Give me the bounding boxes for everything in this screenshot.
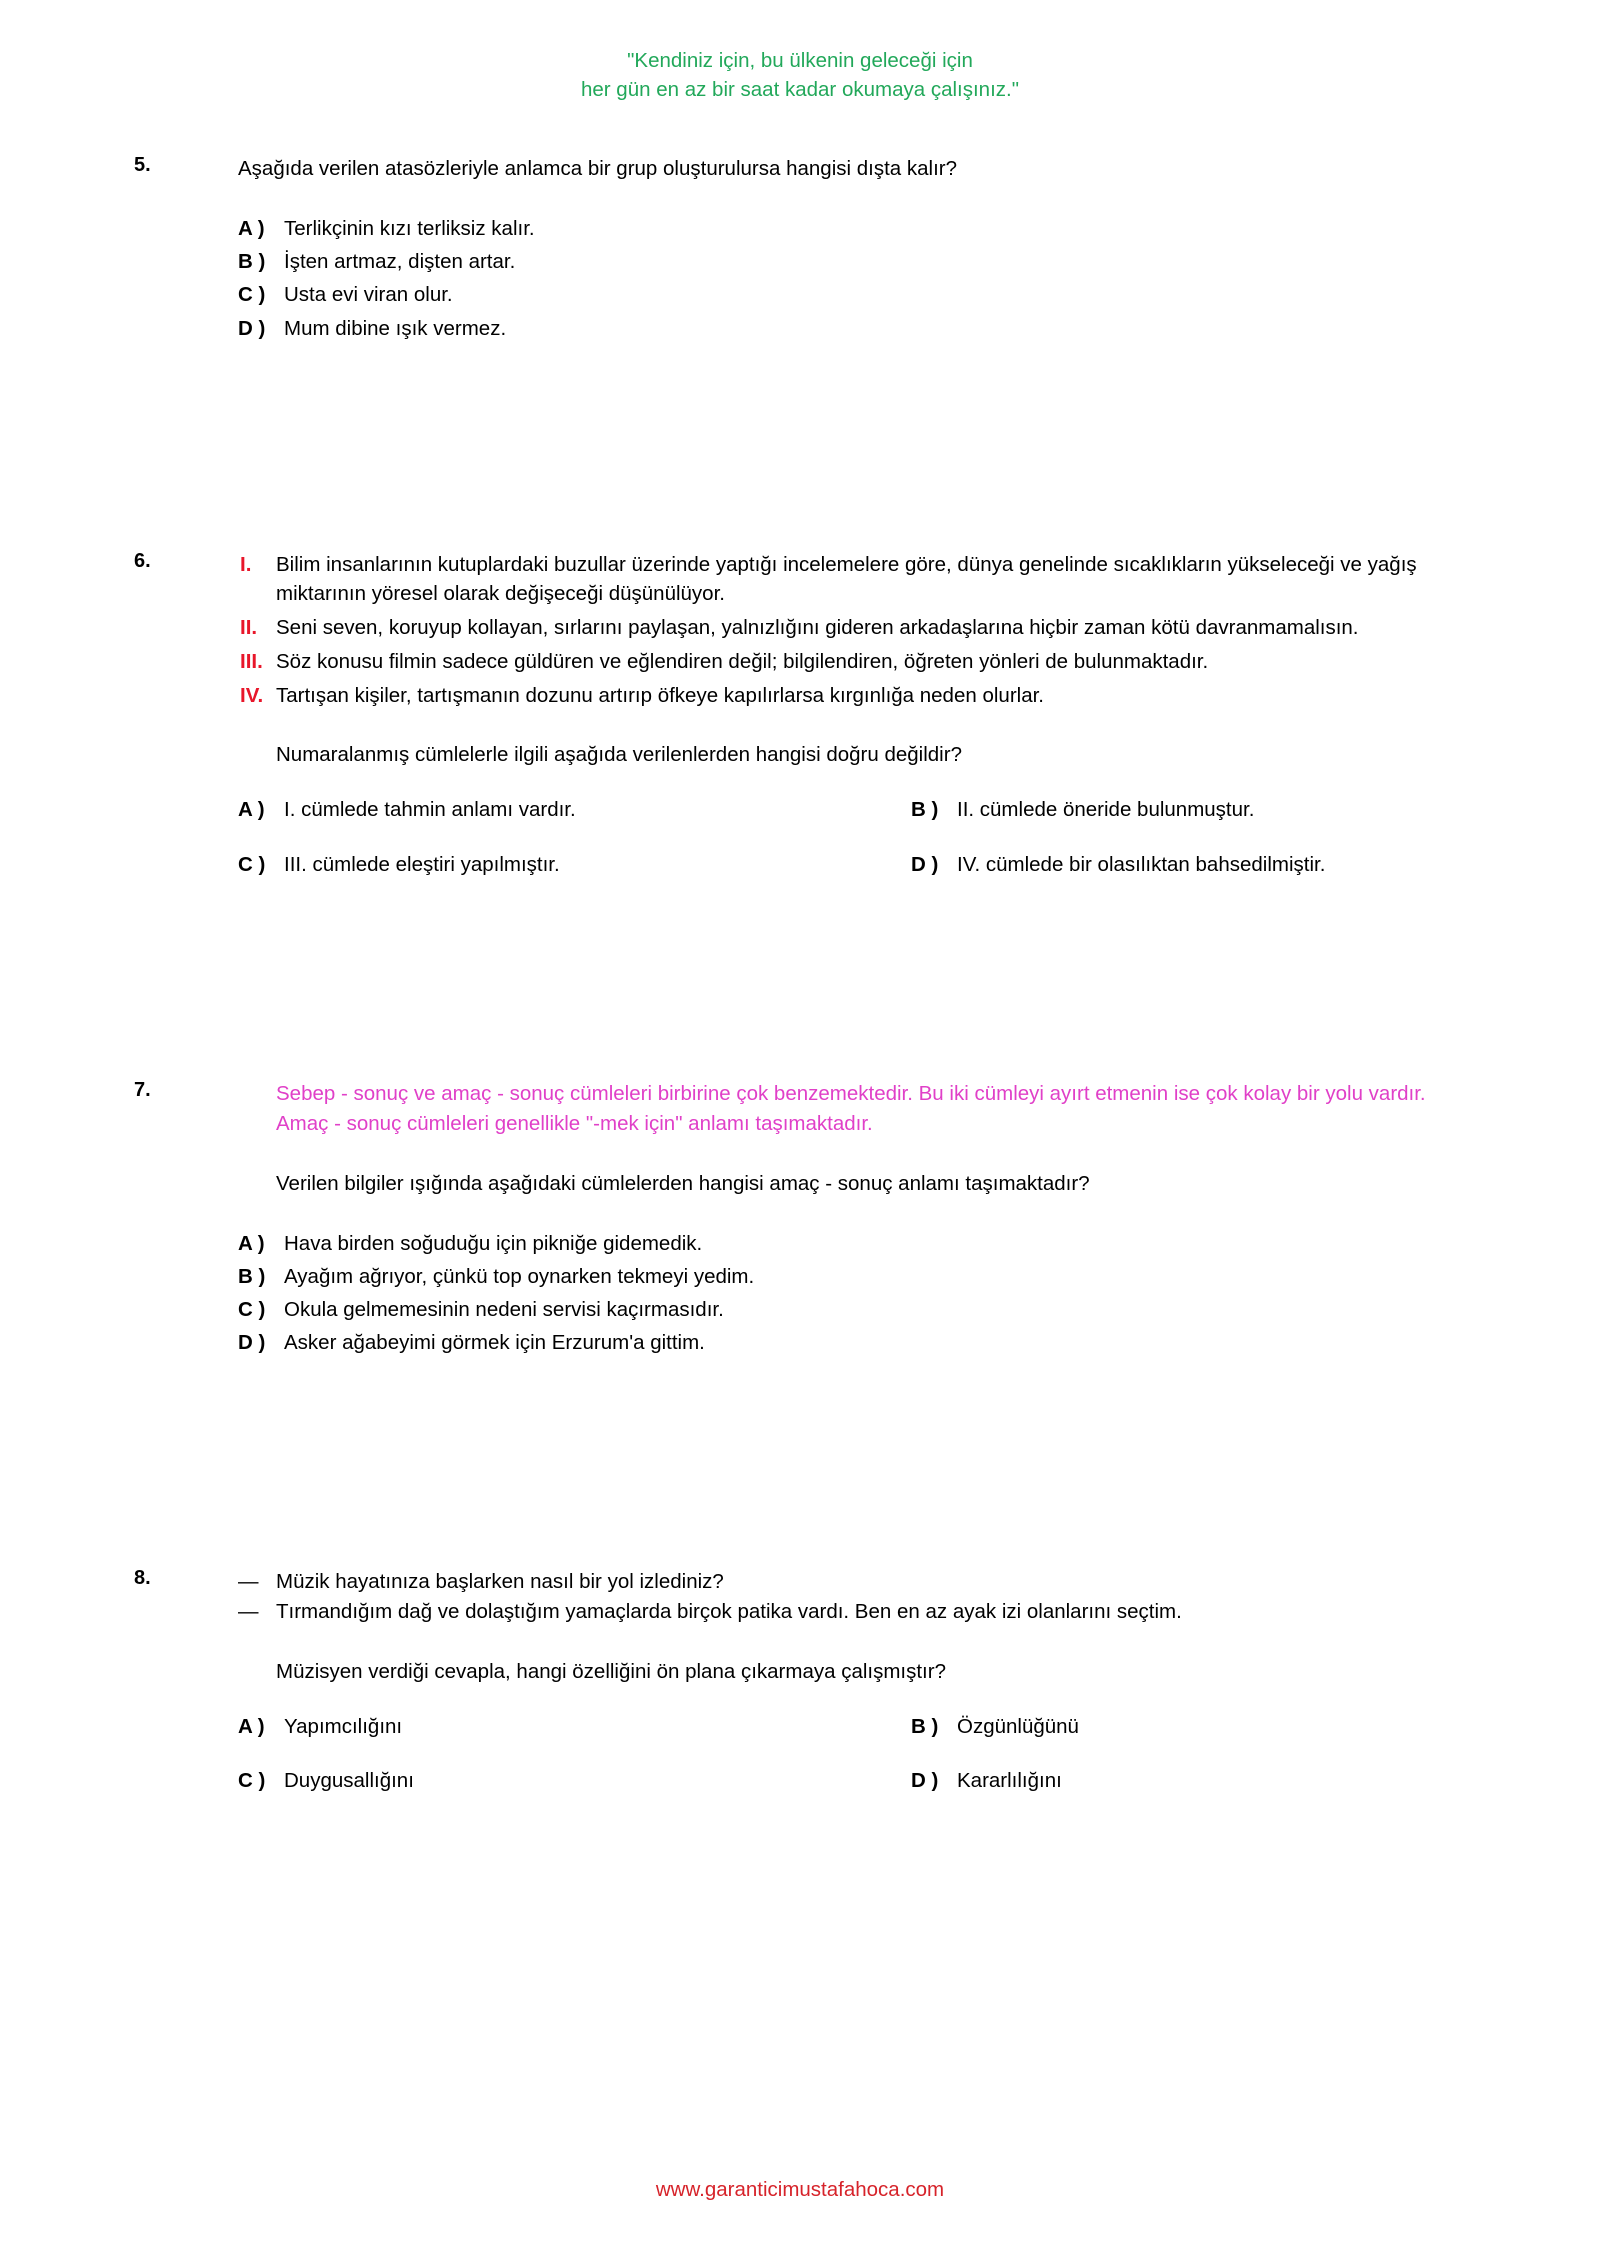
- question-7-number: 7.: [134, 1079, 151, 1102]
- option-row[interactable]: [238, 1293, 1480, 1326]
- option-text: Ayağım ağrıyor, çünkü top oynarken tekmeyi yedim.: [284, 1264, 755, 1288]
- dialogue-text: Müzik hayatınıza başlarken nasıl bir yol izlediniz?: [276, 1570, 724, 1594]
- option-label: C ): [238, 1298, 266, 1321]
- list-item: [238, 550, 1480, 609]
- option-label: B ): [911, 798, 939, 822]
- option-label: D ): [911, 852, 939, 876]
- dialogue-line: [238, 1567, 1480, 1597]
- header-line-2: her gün en az bir saat kadar okumaya çalışınız.": [580, 78, 1019, 102]
- option-row[interactable]: [238, 245, 1480, 278]
- option-label: C ): [238, 1769, 266, 1793]
- option-text: Okula gelmemesinin nedeni servisi kaçırmasıdır.: [284, 1298, 724, 1321]
- question-6-numbered-sentences: [238, 550, 1480, 711]
- roman-numeral: III.: [240, 649, 263, 673]
- question-5: [0, 154, 1600, 345]
- option-label: C ): [238, 852, 266, 876]
- option-row[interactable]: [238, 851, 859, 880]
- option-row[interactable]: [238, 312, 1480, 345]
- option-row[interactable]: [238, 212, 1480, 245]
- option-row[interactable]: [238, 1713, 859, 1742]
- option-row[interactable]: [238, 1227, 1480, 1260]
- question-7-options: [238, 1227, 1480, 1360]
- question-6-number: 6.: [134, 549, 151, 572]
- option-label: B ): [911, 1714, 939, 1738]
- header-line-1: "Kendiniz için, bu ülkenin geleceği için: [627, 49, 973, 72]
- option-label: D ): [238, 1331, 266, 1355]
- question-5-options: [238, 212, 1480, 345]
- option-row[interactable]: [859, 796, 1480, 825]
- option-text: III. cümlede eleştiri yapılmıştır.: [284, 852, 560, 876]
- dialogue-line: [238, 1597, 1480, 1627]
- question-6-options: [238, 796, 1480, 879]
- option-label: C ): [238, 283, 266, 307]
- dash-marker: —: [238, 1570, 259, 1594]
- question-8-prompt: Müzisyen verdiği cevapla, hangi özelliğini ön plana çıkarmaya çalışmıştır?: [276, 1659, 946, 1683]
- option-text: IV. cümlede bir olasılıktan bahsedilmiştir.: [957, 852, 1326, 876]
- option-text: I. cümlede tahmin anlamı vardır.: [284, 798, 576, 822]
- question-8-dialogue: [238, 1567, 1480, 1626]
- option-label: A ): [238, 1231, 265, 1255]
- list-item: [238, 647, 1480, 677]
- option-row[interactable]: [859, 1713, 1480, 1742]
- roman-numeral: I.: [240, 552, 252, 576]
- option-text: Asker ağabeyimi görmek için Erzurum'a gittim.: [284, 1331, 705, 1355]
- question-7-info-text: Sebep - sonuç ve amaç - sonuç cümleleri birbirine çok benzemektedir. Bu iki cümleyi ayırt etmenin ise çok kolay bir yolu vardır. Amaç - sonuç cümleleri genellikle "-mek için" anlamı taşımaktadır.: [276, 1082, 1426, 1136]
- option-label: D ): [238, 316, 266, 340]
- question-8-number: 8.: [134, 1567, 151, 1590]
- dialogue-text: Tırmandığım dağ ve dolaştığım yamaçlarda birçok patika vardı. Ben en az ayak izi olanlarını seçtim.: [276, 1600, 1182, 1624]
- list-item: [238, 613, 1480, 643]
- option-label: D ): [911, 1769, 939, 1793]
- list-item: [238, 681, 1480, 711]
- option-label: A ): [238, 216, 265, 240]
- question-8-options: [238, 1713, 1480, 1796]
- list-item-text: Söz konusu filmin sadece güldüren ve eğlendiren değil; bilgilendiren, öğreten yönleri de bulunmaktadır.: [276, 649, 1209, 673]
- question-7-prompt: Verilen bilgiler ışığında aşağıdaki cümlelerden hangisi amaç - sonuç anlamı taşımaktadır?: [276, 1171, 1090, 1195]
- question-6: [0, 550, 1600, 880]
- question-8: [0, 1567, 1600, 1796]
- option-row[interactable]: [859, 851, 1480, 880]
- roman-numeral: IV.: [240, 683, 264, 707]
- option-row[interactable]: [238, 1767, 859, 1796]
- option-label: B ): [238, 1264, 266, 1288]
- option-row[interactable]: [238, 278, 1480, 311]
- option-label: B ): [238, 250, 266, 274]
- option-text: Yapımcılığını: [284, 1714, 403, 1738]
- option-text: Mum dibine ışık vermez.: [284, 316, 507, 340]
- question-7: [0, 1079, 1600, 1359]
- question-5-stem: Aşağıda verilen atasözleriyle anlamca bir grup oluşturulursa hangisi dışta kalır?: [238, 157, 958, 181]
- footer-website[interactable]: www.garanticimustafahoca.com: [655, 2178, 945, 2201]
- option-text: Terlikçinin kızı terliksiz kalır.: [284, 216, 535, 240]
- dash-marker: —: [238, 1600, 259, 1624]
- option-row[interactable]: [238, 796, 859, 825]
- list-item-text: Tartışan kişiler, tartışmanın dozunu artırıp öfkeye kapılırlarsa kırgınlığa neden olurlar.: [276, 683, 1044, 707]
- question-5-number: 5.: [134, 154, 151, 177]
- option-text: Hava birden soğuduğu için pikniğe gidemedik.: [284, 1231, 703, 1255]
- option-text: İşten artmaz, dişten artar.: [284, 250, 516, 274]
- option-text: II. cümlede öneride bulunmuştur.: [957, 798, 1255, 822]
- option-label: A ): [238, 798, 265, 822]
- page-header-quote: [0, 0, 1600, 104]
- option-text: Özgünlüğünü: [957, 1714, 1079, 1738]
- option-row[interactable]: [238, 1326, 1480, 1359]
- option-text: Kararlılığını: [957, 1769, 1062, 1793]
- list-item-text: Seni seven, koruyup kollayan, sırlarını paylaşan, yalnızlığını gideren arkadaşlarına hiçbir zaman kötü davranmamalısın.: [276, 616, 1359, 640]
- option-text: Duygusallığını: [284, 1769, 414, 1793]
- roman-numeral: II.: [240, 616, 258, 640]
- option-text: Usta evi viran olur.: [284, 283, 453, 307]
- option-row[interactable]: [859, 1767, 1480, 1796]
- question-6-prompt: Numaralanmış cümlelerle ilgili aşağıda verilenlerden hangisi doğru değildir?: [276, 743, 962, 767]
- option-row[interactable]: [238, 1260, 1480, 1293]
- option-label: A ): [238, 1714, 265, 1738]
- list-item-text: Bilim insanlarının kutuplardaki buzullar üzerinde yaptığı incelemelere göre, dünya genelinde sıcaklıkların yükseleceği ve yağış miktarının yöresel olarak değişeceği düşünülüyor.: [276, 552, 1417, 606]
